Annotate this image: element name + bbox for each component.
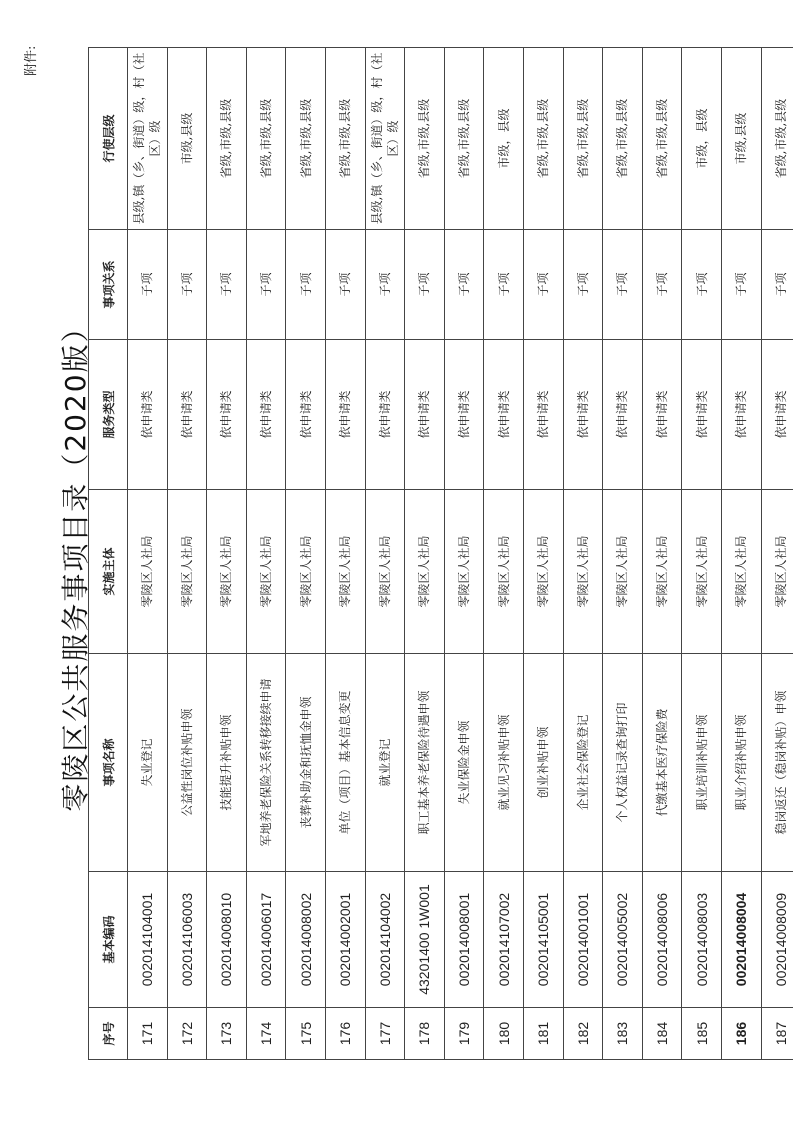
- header-seq: 序号: [89, 1008, 128, 1060]
- cell-agency: 零陵区人社局: [682, 490, 722, 654]
- cell-item-name: 职业培训补贴申领: [682, 654, 722, 872]
- table-body: [128, 48, 793, 1060]
- cell-service-type: 依申请类: [523, 340, 563, 490]
- cell-item-name: 职业介绍补贴申领: [721, 654, 761, 872]
- table-row: [325, 48, 365, 1060]
- cell-level: 省级,市级,县级: [523, 48, 563, 230]
- cell-code: 002014008002: [286, 872, 326, 1008]
- cell-item-name: 稳岗返还（稳岗补贴）申领: [761, 654, 793, 872]
- cell-seq: 177: [365, 1008, 405, 1060]
- cell-item-name: 企业社会保险登记: [563, 654, 603, 872]
- cell-agency: 零陵区人社局: [128, 490, 168, 654]
- cell-item-name: 军地养老保险关系转移接续申请: [246, 654, 286, 872]
- cell-item-name: 个人权益记录查询打印: [603, 654, 643, 872]
- cell-relation: 子项: [761, 230, 793, 340]
- table-row: [563, 48, 603, 1060]
- cell-code: 002014105001: [523, 872, 563, 1008]
- cell-code: 002014106003: [167, 872, 207, 1008]
- table-row: [761, 48, 793, 1060]
- cell-service-type: 依申请类: [484, 340, 524, 490]
- header-item-name: 事项名称: [89, 654, 128, 872]
- table-header-row: [89, 48, 128, 1060]
- cell-relation: 子项: [365, 230, 405, 340]
- cell-seq: 180: [484, 1008, 524, 1060]
- cell-level: 省级,市级,县级: [246, 48, 286, 230]
- cell-agency: 零陵区人社局: [246, 490, 286, 654]
- cell-seq: 171: [128, 1008, 168, 1060]
- cell-item-name: 单位（项目）基本信息变更: [325, 654, 365, 872]
- cell-code: 002014008006: [642, 872, 682, 1008]
- cell-service-type: 依申请类: [286, 340, 326, 490]
- cell-service-type: 依申请类: [642, 340, 682, 490]
- cell-service-type: 依申请类: [444, 340, 484, 490]
- cell-agency: 零陵区人社局: [365, 490, 405, 654]
- cell-code: 002014104001: [128, 872, 168, 1008]
- cell-code: 002014008010: [207, 872, 247, 1008]
- cell-seq: 181: [523, 1008, 563, 1060]
- cell-level: 市级,县级: [167, 48, 207, 230]
- cell-item-name: 就业见习补贴申领: [484, 654, 524, 872]
- cell-seq: 176: [325, 1008, 365, 1060]
- cell-item-name: 创业补贴申领: [523, 654, 563, 872]
- table-row: [128, 48, 168, 1060]
- cell-code: 002014008001: [444, 872, 484, 1008]
- cell-relation: 子项: [405, 230, 445, 340]
- cell-agency: 零陵区人社局: [603, 490, 643, 654]
- cell-code: 002014001001: [563, 872, 603, 1008]
- cell-relation: 子项: [325, 230, 365, 340]
- cell-seq: 185: [682, 1008, 722, 1060]
- header-service-type: 服务类型: [89, 340, 128, 490]
- cell-seq: 184: [642, 1008, 682, 1060]
- header-relation: 事项关系: [89, 230, 128, 340]
- cell-code: 002014008003: [682, 872, 722, 1008]
- table-row: [286, 48, 326, 1060]
- cell-relation: 子项: [603, 230, 643, 340]
- cell-agency: 零陵区人社局: [761, 490, 793, 654]
- cell-level: 省级,市级,县级: [603, 48, 643, 230]
- cell-agency: 零陵区人社局: [325, 490, 365, 654]
- cell-agency: 零陵区人社局: [207, 490, 247, 654]
- cell-code: 002014005002: [603, 872, 643, 1008]
- cell-service-type: 依申请类: [603, 340, 643, 490]
- cell-relation: 子项: [721, 230, 761, 340]
- cell-seq: 172: [167, 1008, 207, 1060]
- cell-relation: 子项: [484, 230, 524, 340]
- cell-service-type: 依申请类: [167, 340, 207, 490]
- cell-code: 002014006017: [246, 872, 286, 1008]
- header-level: 行使层级: [89, 48, 128, 230]
- cell-code: 002014008004: [721, 872, 761, 1008]
- cell-code: 43201400 1W001: [405, 872, 445, 1008]
- cell-seq: 173: [207, 1008, 247, 1060]
- cell-level: 省级,市级,县级: [563, 48, 603, 230]
- table-row: [682, 48, 722, 1060]
- table-row: [444, 48, 484, 1060]
- cell-service-type: 依申请类: [325, 340, 365, 490]
- cell-service-type: 依申请类: [682, 340, 722, 490]
- cell-code: 002014008009: [761, 872, 793, 1008]
- cell-seq: 187: [761, 1008, 793, 1060]
- cell-relation: 子项: [523, 230, 563, 340]
- cell-seq: 174: [246, 1008, 286, 1060]
- cell-agency: 零陵区人社局: [642, 490, 682, 654]
- cell-seq: 186: [721, 1008, 761, 1060]
- cell-level: 市级，县级: [682, 48, 722, 230]
- cell-seq: 182: [563, 1008, 603, 1060]
- cell-code: 002014107002: [484, 872, 524, 1008]
- cell-level: 省级,市级,县级: [444, 48, 484, 230]
- cell-service-type: 依申请类: [365, 340, 405, 490]
- cell-agency: 零陵区人社局: [405, 490, 445, 654]
- table-row: [721, 48, 761, 1060]
- cell-level: 省级,市级,县级: [207, 48, 247, 230]
- cell-level: 省级,市级,县级: [761, 48, 793, 230]
- cell-agency: 零陵区人社局: [484, 490, 524, 654]
- header-agency: 实施主体: [89, 490, 128, 654]
- table-row: [246, 48, 286, 1060]
- cell-level: 县级,镇（乡、街道）级，村（社区）级: [365, 48, 405, 230]
- cell-level: 市级,县级: [721, 48, 761, 230]
- cell-item-name: 失业保险金申领: [444, 654, 484, 872]
- cell-relation: 子项: [286, 230, 326, 340]
- cell-level: 省级,市级,县级: [405, 48, 445, 230]
- cell-code: 002014002001: [325, 872, 365, 1008]
- cell-relation: 子项: [682, 230, 722, 340]
- cell-seq: 175: [286, 1008, 326, 1060]
- cell-agency: 零陵区人社局: [444, 490, 484, 654]
- cell-agency: 零陵区人社局: [563, 490, 603, 654]
- cell-relation: 子项: [444, 230, 484, 340]
- cell-service-type: 依申请类: [721, 340, 761, 490]
- cell-level: 省级,市级,县级: [325, 48, 365, 230]
- service-catalog-table: [88, 47, 793, 1060]
- cell-agency: 零陵区人社局: [286, 490, 326, 654]
- cell-agency: 零陵区人社局: [523, 490, 563, 654]
- cell-relation: 子项: [642, 230, 682, 340]
- table-row: [523, 48, 563, 1060]
- cell-service-type: 依申请类: [246, 340, 286, 490]
- table-row: [365, 48, 405, 1060]
- table-row: [167, 48, 207, 1060]
- cell-level: 省级,市级,县级: [642, 48, 682, 230]
- table-row: [484, 48, 524, 1060]
- cell-item-name: 丧葬补助金和抚恤金申领: [286, 654, 326, 872]
- cell-item-name: 代缴基本医疗保险费: [642, 654, 682, 872]
- cell-relation: 子项: [563, 230, 603, 340]
- header-code: 基本编码: [89, 872, 128, 1008]
- cell-seq: 178: [405, 1008, 445, 1060]
- cell-agency: 零陵区人社局: [721, 490, 761, 654]
- page-title: 零陵区公共服务事项目录（2020版）: [59, 312, 92, 812]
- table-row: [642, 48, 682, 1060]
- cell-relation: 子项: [246, 230, 286, 340]
- cell-level: 县级,镇（乡、街道）级，村（社区）级: [128, 48, 168, 230]
- attachment-label: 附件:: [24, 45, 39, 76]
- cell-service-type: 依申请类: [128, 340, 168, 490]
- cell-item-name: 失业登记: [128, 654, 168, 872]
- cell-relation: 子项: [207, 230, 247, 340]
- cell-service-type: 依申请类: [207, 340, 247, 490]
- cell-seq: 183: [603, 1008, 643, 1060]
- cell-item-name: 技能提升补贴申领: [207, 654, 247, 872]
- cell-relation: 子项: [128, 230, 168, 340]
- cell-item-name: 公益性岗位补贴申领: [167, 654, 207, 872]
- cell-level: 市级，县级: [484, 48, 524, 230]
- table-row: [603, 48, 643, 1060]
- cell-item-name: 职工基本养老保险待遇申领: [405, 654, 445, 872]
- cell-level: 省级,市级,县级: [286, 48, 326, 230]
- cell-service-type: 依申请类: [405, 340, 445, 490]
- table-row: [207, 48, 247, 1060]
- cell-service-type: 依申请类: [563, 340, 603, 490]
- cell-agency: 零陵区人社局: [167, 490, 207, 654]
- cell-item-name: 就业登记: [365, 654, 405, 872]
- cell-service-type: 依申请类: [761, 340, 793, 490]
- cell-code: 002014104002: [365, 872, 405, 1008]
- cell-seq: 179: [444, 1008, 484, 1060]
- cell-relation: 子项: [167, 230, 207, 340]
- table-row: [405, 48, 445, 1060]
